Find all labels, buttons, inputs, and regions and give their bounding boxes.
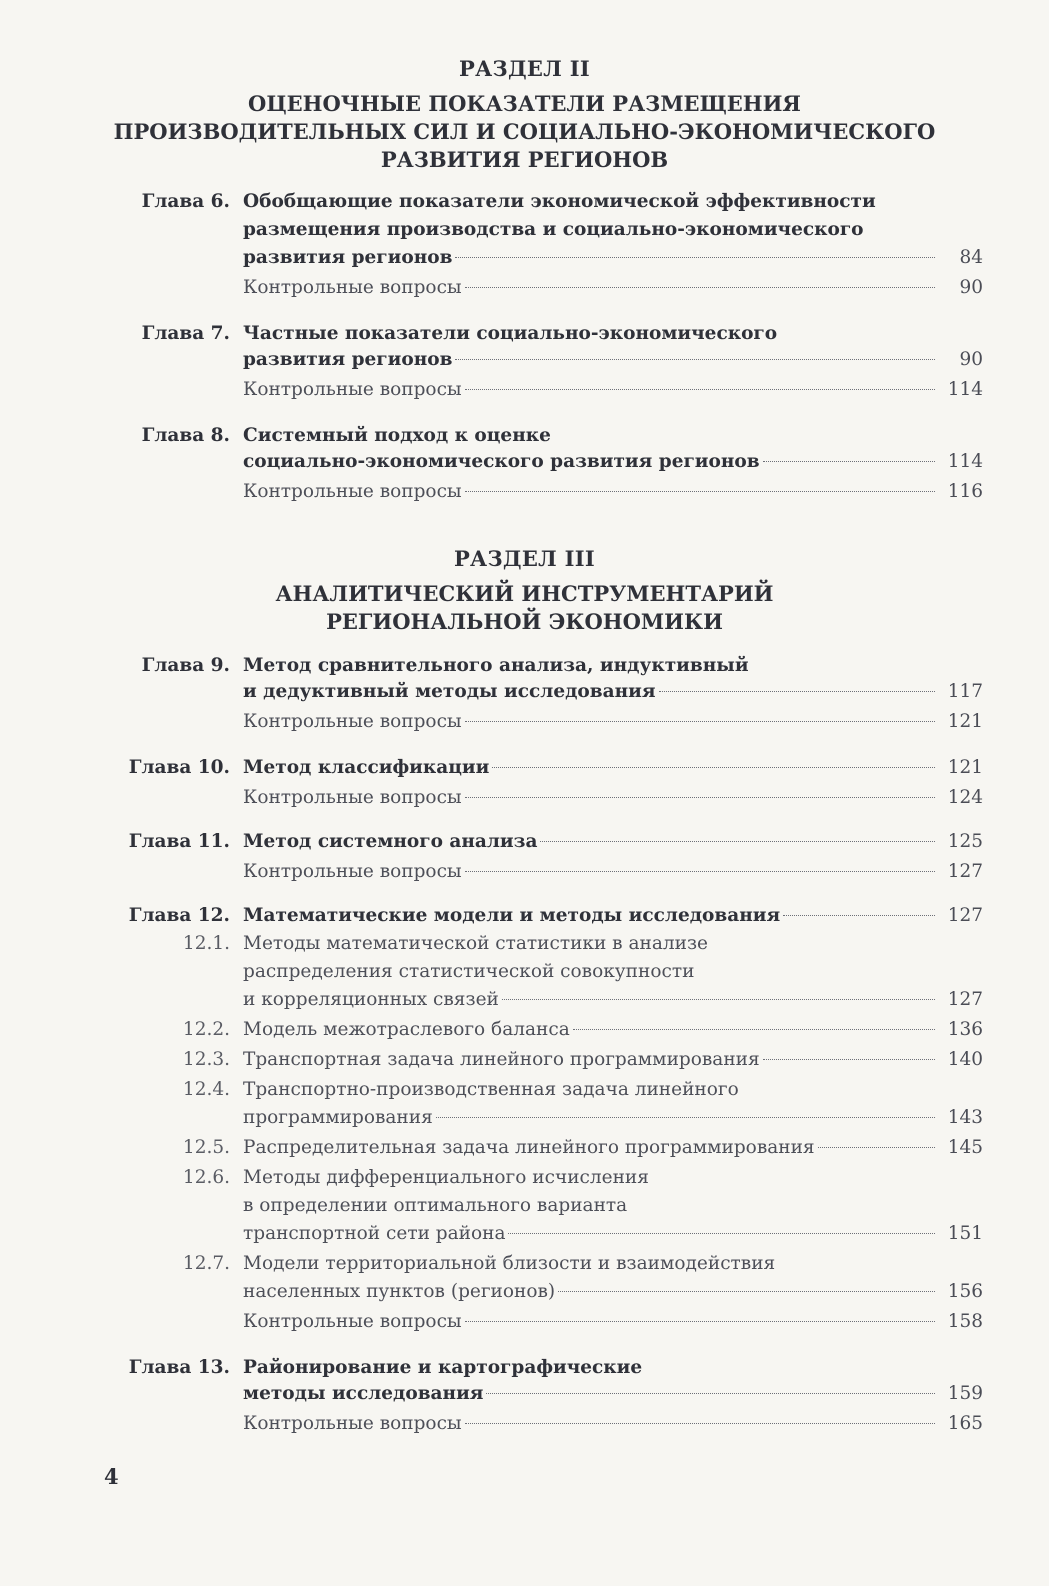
entry-text: Транспортно-производственная задача линейного (243, 1079, 739, 1100)
page-ref: 125 (947, 831, 983, 852)
chapter-12-number: Глава 12. (128, 905, 230, 926)
toc-entry[interactable] (243, 448, 983, 476)
page-ref: 165 (947, 1413, 983, 1434)
toc-entry[interactable] (243, 1278, 983, 1306)
page-ref: 143 (947, 1107, 983, 1128)
entry-text: Метод сравнительного анализа, индуктивный (243, 655, 749, 676)
dot-leader (465, 491, 935, 492)
page-ref: 121 (947, 757, 983, 778)
toc-entry[interactable] (243, 1308, 983, 1336)
toc-entry[interactable] (243, 1164, 983, 1192)
dot-leader (540, 841, 935, 842)
toc-entry[interactable] (243, 652, 983, 680)
entry-text: Модели территориальной близости и взаимодействия (243, 1253, 776, 1274)
entry-text: Контрольные вопросы (243, 481, 462, 502)
page-ref: 124 (947, 787, 983, 808)
entry-text: и корреляционных связей (243, 989, 499, 1010)
dot-leader (455, 257, 935, 258)
toc-entry[interactable] (243, 320, 983, 348)
dot-leader (783, 915, 935, 916)
toc-entry[interactable] (243, 958, 983, 986)
entry-text: Контрольные вопросы (243, 1413, 462, 1434)
toc-entry[interactable] (243, 188, 983, 216)
dot-leader (492, 767, 935, 768)
toc-entry[interactable] (243, 478, 983, 506)
page-ref: 127 (947, 905, 983, 926)
toc-entry[interactable] (243, 216, 983, 244)
toc-entry[interactable] (243, 828, 983, 856)
chapter-7-number: Глава 7. (141, 323, 230, 344)
toc-entry[interactable] (243, 986, 983, 1014)
section-2-title-line: ОЦЕНОЧНЫЕ ПОКАЗАТЕЛИ РАЗМЕЩЕНИЯ (248, 91, 801, 116)
entry-text: Метод системного анализа (243, 831, 538, 852)
page-ref: 151 (947, 1223, 983, 1244)
toc-entry[interactable] (243, 346, 983, 374)
toc-entry[interactable] (243, 1410, 983, 1438)
entry-text: Районирование и картографические (243, 1357, 643, 1378)
dot-leader (455, 359, 935, 360)
entry-text: Обобщающие показатели экономической эффективности (243, 191, 876, 212)
toc-entry[interactable] (243, 1220, 983, 1248)
dot-leader (465, 389, 935, 390)
entry-text: Контрольные вопросы (243, 711, 462, 732)
toc-entry[interactable] (243, 422, 983, 450)
entry-text: Распределительная задача линейного программирования (243, 1137, 815, 1158)
page-number: 4 (104, 1464, 119, 1489)
page-ref: 127 (947, 989, 983, 1010)
entry-text: методы исследования (243, 1383, 484, 1404)
entry-text: Контрольные вопросы (243, 861, 462, 882)
entry-text: и дедуктивный методы исследования (243, 681, 656, 702)
section-3-title (0, 580, 1049, 636)
entry-text: Частные показатели социально-экономического (243, 323, 778, 344)
dot-leader (659, 691, 935, 692)
toc-entry[interactable] (243, 1046, 983, 1074)
page-ref: 114 (947, 379, 983, 400)
dot-leader (763, 461, 935, 462)
dot-leader (558, 1291, 935, 1292)
toc-entry[interactable] (243, 244, 983, 272)
dot-leader (818, 1147, 935, 1148)
page-ref: 156 (947, 1281, 983, 1302)
section-3-title-line: РЕГИОНАЛЬНОЙ ЭКОНОМИКИ (326, 609, 723, 634)
dot-leader (436, 1117, 935, 1118)
dot-leader (465, 1423, 935, 1424)
entry-text: Контрольные вопросы (243, 787, 462, 808)
page-ref: 159 (947, 1383, 983, 1404)
subsection-12-7-number: 12.7. (182, 1253, 230, 1274)
entry-text: Методы дифференциального исчисления (243, 1167, 649, 1188)
entry-text: развития регионов (243, 247, 453, 268)
toc-entry[interactable] (243, 274, 983, 302)
page-ref: 140 (947, 1049, 983, 1070)
entry-text: Метод классификации (243, 757, 490, 778)
toc-entry[interactable] (243, 858, 983, 886)
toc-entry[interactable] (243, 1192, 983, 1220)
toc-entry[interactable] (243, 1016, 983, 1044)
page-ref: 116 (947, 481, 983, 502)
entry-text: Математические модели и методы исследования (243, 905, 781, 926)
entry-text: размещения производства и социально-экономического (243, 219, 864, 240)
subsection-12-4-number: 12.4. (182, 1079, 230, 1100)
entry-text: Методы математической статистики в анализе (243, 933, 708, 954)
chapter-6-number: Глава 6. (141, 191, 230, 212)
toc-entry[interactable] (243, 1134, 983, 1162)
page-ref: 121 (947, 711, 983, 732)
dot-leader (508, 1233, 935, 1234)
dot-leader (465, 287, 935, 288)
toc-entry[interactable] (243, 930, 983, 958)
page-ref: 114 (947, 451, 983, 472)
toc-entry[interactable] (243, 1076, 983, 1104)
entry-text: развития регионов (243, 349, 453, 370)
entry-text: Контрольные вопросы (243, 379, 462, 400)
section-3-title-line: АНАЛИТИЧЕСКИЙ ИНСТРУМЕНТАРИЙ (275, 581, 774, 606)
dot-leader (763, 1059, 935, 1060)
dot-leader (573, 1029, 935, 1030)
toc-entry[interactable] (243, 902, 983, 930)
entry-text: Системный подход к оценке (243, 425, 551, 446)
toc-entry[interactable] (243, 708, 983, 736)
toc-entry[interactable] (243, 1250, 983, 1278)
subsection-12-3-number: 12.3. (182, 1049, 230, 1070)
entry-text: Транспортная задача линейного программирования (243, 1049, 760, 1070)
page-ref: 117 (947, 681, 983, 702)
page-ref: 84 (959, 247, 983, 268)
subsection-12-6-number: 12.6. (182, 1167, 230, 1188)
entry-text: распределения статистической совокупности (243, 961, 695, 982)
entry-text: Контрольные вопросы (243, 1311, 462, 1332)
page-ref: 158 (947, 1311, 983, 1332)
dot-leader (465, 871, 935, 872)
toc-entry[interactable] (243, 1104, 983, 1132)
chapter-10-number: Глава 10. (128, 757, 230, 778)
chapter-8-number: Глава 8. (141, 425, 230, 446)
section-2-title (0, 90, 1049, 174)
entry-text: транспортной сети района (243, 1223, 506, 1244)
toc-entry[interactable] (243, 754, 983, 782)
toc-entry[interactable] (243, 784, 983, 812)
page-ref: 90 (959, 277, 983, 298)
toc-entry[interactable] (243, 1354, 983, 1382)
entry-text: в определении оптимального варианта (243, 1195, 628, 1216)
entry-text: Контрольные вопросы (243, 277, 462, 298)
dot-leader (465, 1321, 935, 1322)
dot-leader (465, 721, 935, 722)
entry-text: программирования (243, 1107, 433, 1128)
subsection-12-5-number: 12.5. (182, 1137, 230, 1158)
page-ref: 136 (947, 1019, 983, 1040)
toc-entry[interactable] (243, 678, 983, 706)
page-ref: 145 (947, 1137, 983, 1158)
section-3-label: РАЗДЕЛ III (453, 546, 596, 571)
chapter-13-number: Глава 13. (128, 1357, 230, 1378)
dot-leader (486, 1393, 935, 1394)
subsection-12-1-number: 12.1. (182, 933, 230, 954)
chapter-9-number: Глава 9. (141, 655, 230, 676)
entry-text: населенных пунктов (регионов) (243, 1281, 556, 1302)
page-ref: 90 (959, 349, 983, 370)
page-ref: 127 (947, 861, 983, 882)
dot-leader (465, 797, 935, 798)
entry-text: Модель межотраслевого баланса (243, 1019, 570, 1040)
entry-text: социально-экономического развития регионов (243, 451, 760, 472)
section-2-label: РАЗДЕЛ II (459, 56, 590, 81)
toc-entry[interactable] (243, 376, 983, 404)
section-2-title-line: ПРОИЗВОДИТЕЛЬНЫХ СИЛ И СОЦИАЛЬНО-ЭКОНОМИЧЕСКОГО (113, 119, 936, 144)
chapter-11-number: Глава 11. (128, 831, 230, 852)
toc-entry[interactable] (243, 1380, 983, 1408)
section-2-title-line: РАЗВИТИЯ РЕГИОНОВ (380, 147, 669, 172)
dot-leader (502, 999, 935, 1000)
subsection-12-2-number: 12.2. (182, 1019, 230, 1040)
